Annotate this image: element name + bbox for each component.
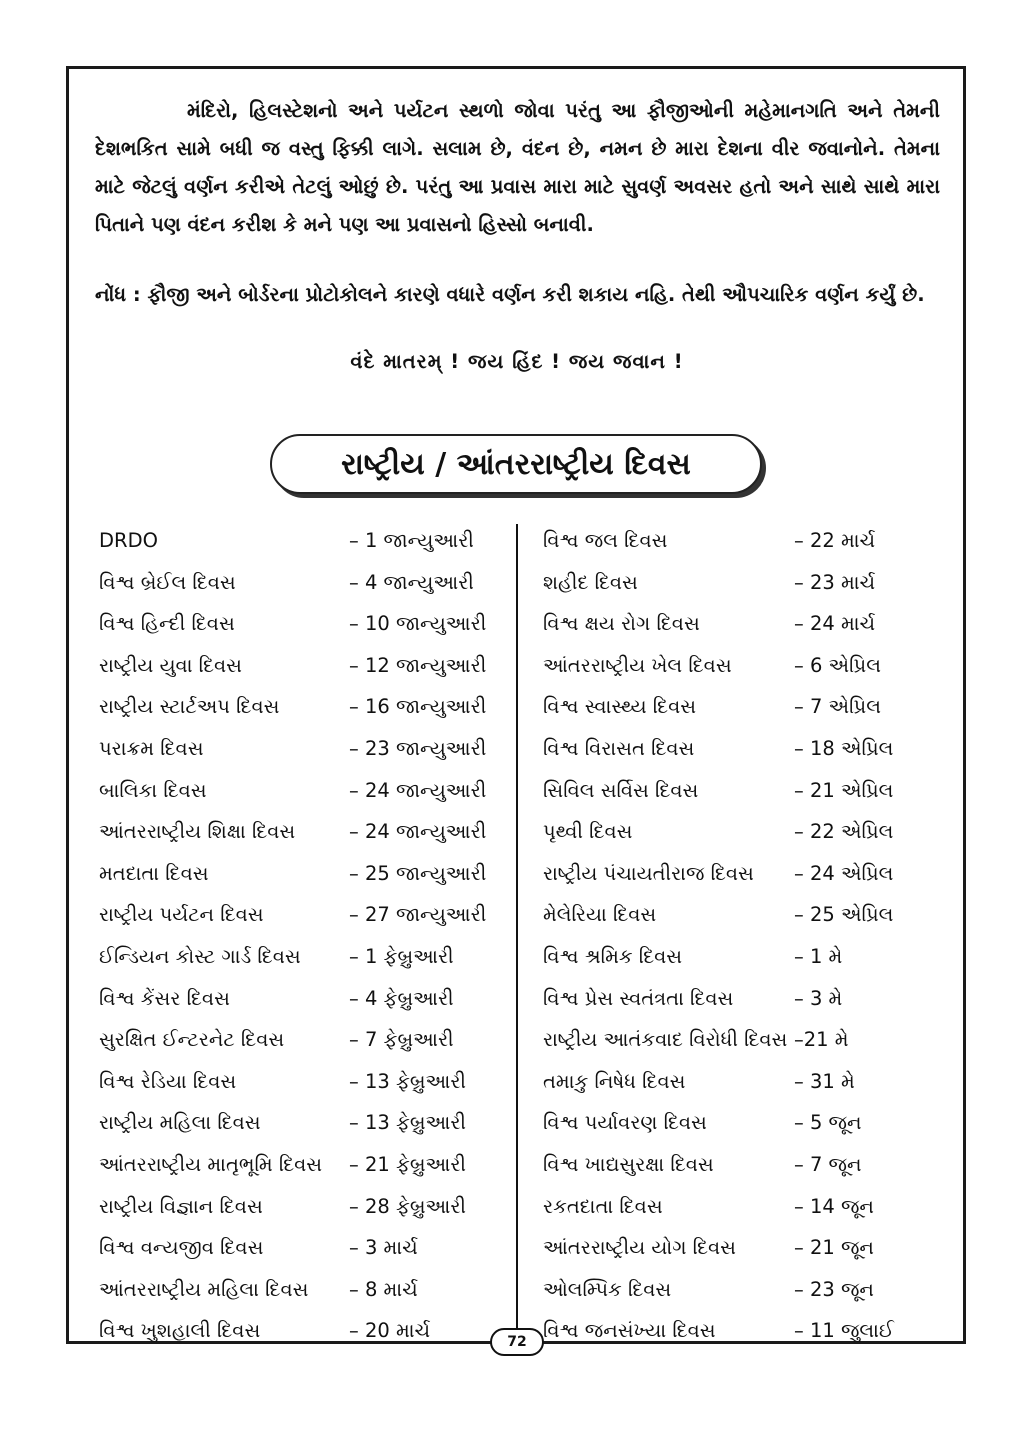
day-name: વિશ્વ સ્વાસ્થ્ય દિવસ — [543, 695, 697, 719]
day-row — [543, 603, 953, 645]
day-name: તમાકુ નિષેધ દિવસ — [543, 1069, 686, 1093]
day-name: રાષ્ટ્રીય પંચાયતીરાજ દિવસ — [543, 861, 754, 885]
day-name: શહીદ દિવસ — [543, 570, 638, 594]
day-date: – 23 જૂન — [794, 1277, 874, 1301]
day-date: – 21 જૂન — [794, 1236, 874, 1260]
day-row — [543, 770, 953, 812]
day-date: – 1 ફેબ્રુઆરી — [349, 944, 454, 968]
day-name: વિશ્વ શ્રમિક દિવસ — [543, 944, 683, 968]
day-row — [99, 770, 509, 812]
day-date: – 7 ફેબ્રુઆરી — [349, 1028, 454, 1052]
day-date: – 18 એપ્રિલ — [794, 736, 894, 760]
day-date: – 24 માર્ચ — [794, 612, 876, 636]
day-date: – 6 એપ્રિલ — [794, 653, 881, 677]
day-name: સુરક્ષિત ઈન્ટરનેટ દિવસ — [99, 1028, 285, 1052]
day-name: વિશ્વ ક્ષય રોગ દિવસ — [543, 612, 700, 636]
day-date: – 7 એપ્રિલ — [794, 695, 881, 719]
day-date: – 22 એપ્રિલ — [794, 820, 894, 844]
day-name: રકતદાતા દિવસ — [543, 1194, 663, 1218]
day-name: રાષ્ટ્રીય યુવા દિવસ — [99, 653, 242, 677]
day-name: રાષ્ટ્રીય સ્ટાર્ટઅપ દિવસ — [99, 695, 280, 719]
day-name: રાષ્ટ્રીય મહિલા દિવસ — [99, 1111, 261, 1135]
day-name: રાષ્ટ્રીય વિજ્ઞાન દિવસ — [99, 1194, 263, 1218]
day-date: –21 મે — [794, 1028, 849, 1052]
day-date: – 11 જુલાઈ — [794, 1319, 894, 1343]
slogan: વંદે માતરમ્ ! જય હિંદ ! જય જવાન ! — [350, 350, 684, 373]
day-name: DRDO — [99, 529, 158, 552]
day-date: – 23 માર્ચ — [794, 570, 876, 594]
day-name: વિશ્વ હિન્દી દિવસ — [99, 612, 235, 636]
day-row — [543, 1186, 953, 1228]
day-row — [99, 936, 509, 978]
day-row — [543, 1061, 953, 1103]
day-date: – 5 જૂન — [794, 1111, 862, 1135]
day-row — [99, 1310, 509, 1352]
day-name: વિશ્વ વિરાસત દિવસ — [543, 736, 695, 760]
day-name: આંતરરાષ્ટ્રીય યોગ દિવસ — [543, 1236, 736, 1260]
day-row — [99, 1186, 509, 1228]
day-date: – 27 જાન્યુઆરી — [349, 903, 487, 927]
day-row — [99, 811, 509, 853]
right-days-column — [543, 520, 953, 1352]
day-name: વિશ્વ કેંસર દિવસ — [99, 986, 230, 1010]
day-date: – 8 માર્ચ — [349, 1277, 418, 1301]
day-row — [543, 686, 953, 728]
day-row — [543, 978, 953, 1020]
column-divider — [516, 524, 518, 1352]
day-row — [543, 811, 953, 853]
day-name: વિશ્વ જલ દિવસ — [543, 529, 668, 552]
day-date: – 3 માર્ચ — [349, 1236, 418, 1260]
day-row — [99, 1061, 509, 1103]
day-date: – 20 માર્ચ — [349, 1319, 431, 1343]
day-date: – 21 ફેબ્રુઆરી — [349, 1152, 467, 1176]
day-name: પરાક્રમ દિવસ — [99, 736, 204, 760]
day-name: આંતરરાષ્ટ્રીય શિક્ષા દિવસ — [99, 820, 296, 844]
day-row — [99, 1019, 509, 1061]
day-name: મતદાતા દિવસ — [99, 861, 209, 885]
day-name: બાલિકા દિવસ — [99, 778, 207, 802]
day-row — [99, 603, 509, 645]
day-date: – 21 એપ્રિલ — [794, 778, 894, 802]
day-row — [99, 728, 509, 770]
day-date: – 28 ફેબ્રુઆરી — [349, 1194, 467, 1218]
day-row — [543, 1227, 953, 1269]
page-number — [490, 1328, 544, 1356]
day-date: – 14 જૂન — [794, 1194, 874, 1218]
day-row — [543, 520, 953, 562]
day-date: – 7 જૂન — [794, 1152, 862, 1176]
day-row — [99, 978, 509, 1020]
day-row — [543, 1102, 953, 1144]
day-name: મેલેરિયા દિવસ — [543, 903, 657, 927]
day-row — [543, 1144, 953, 1186]
day-date: – 3 મે — [794, 986, 843, 1010]
day-name: વિશ્વ પ્રેસ સ્વતંત્રતા દિવસ — [543, 986, 734, 1010]
day-row — [543, 936, 953, 978]
day-date: – 31 મે — [794, 1069, 855, 1093]
day-name: વિશ્વ ખુશહાલી દિવસ — [99, 1319, 261, 1343]
day-row — [543, 1269, 953, 1311]
day-name: રાષ્ટ્રીય આતંકવાદ વિરોધી દિવસ — [543, 1028, 788, 1052]
day-row — [99, 686, 509, 728]
day-date: – 23 જાન્યુઆરી — [349, 736, 487, 760]
day-date: – 24 એપ્રિલ — [794, 861, 894, 885]
day-row — [543, 562, 953, 604]
section-heading-text: રાષ્ટ્રીય / આંતરરાષ્ટ્રીય દિવસ — [341, 446, 691, 482]
day-date: – 1 જાન્યુઆરી — [349, 529, 474, 552]
day-row — [543, 853, 953, 895]
day-row — [99, 562, 509, 604]
day-date: – 1 મે — [794, 944, 843, 968]
day-date: – 24 જાન્યુઆરી — [349, 778, 487, 802]
day-name: આંતરરાષ્ટ્રીય માતૃભૂમિ દિવસ — [99, 1152, 323, 1176]
day-date: – 22 માર્ચ — [794, 529, 876, 552]
day-row — [543, 645, 953, 687]
day-row — [99, 1269, 509, 1311]
day-date: – 4 જાન્યુઆરી — [349, 570, 474, 594]
day-row — [99, 1227, 509, 1269]
day-date: – 24 જાન્યુઆરી — [349, 820, 487, 844]
day-row — [99, 645, 509, 687]
intro-paragraph: મંદિરો, હિલસ્ટેશનો અને પર્યટન સ્થળો જોવા પરંતુ આ ફૌજીઓની મહેમાનગતિ અને તેમની દેશભકિત સામે બધી જ વસ્તુ ફિક્કી લાગે. સલામ છે, વંદન છે, નમન છે મારા દેશના વીર જવાનોને. તેમના માટે જેટલું વર્ણન કરીએ તેટલું ઓછું છે. પરંતુ આ પ્રવાસ મારા માટે સુવર્ણ અવસર હતો અને સાથે સાથે મારા પિતાને પણ વંદન કરીશ કે મને પણ આ પ્રવાસનો હિસ્સો બનાવી. — [95, 99, 940, 236]
day-name: વિશ્વ જનસંખ્યા દિવસ — [543, 1319, 716, 1343]
day-row — [99, 853, 509, 895]
day-name: વિશ્વ વન્યજીવ દિવસ — [99, 1236, 264, 1260]
page-number-text: 72 — [507, 1334, 527, 1350]
day-name: પૃથ્વી દિવસ — [543, 820, 633, 844]
section-heading — [270, 434, 762, 494]
day-date: – 4 ફેબ્રુઆરી — [349, 986, 454, 1010]
note-paragraph: નોંધ : ફૌજી અને બોર્ડરના પ્રોટોકોલને કારણે વધારે વર્ણન કરી શકાય નહિ. તેથી ઔપચારિક વર્ણન કર્યું છે. — [95, 283, 925, 306]
day-date: – 13 ફેબ્રુઆરી — [349, 1111, 467, 1135]
day-row — [543, 1310, 953, 1352]
day-row — [99, 1102, 509, 1144]
day-row — [543, 894, 953, 936]
day-row — [99, 894, 509, 936]
day-name: આંતરરાષ્ટ્રીય મહિલા દિવસ — [99, 1277, 309, 1301]
day-row — [543, 728, 953, 770]
day-row — [99, 520, 509, 562]
day-name: વિશ્વ ખાદ્યસુરક્ષા દિવસ — [543, 1152, 714, 1176]
day-row — [543, 1019, 953, 1061]
day-date: – 25 જાન્યુઆરી — [349, 861, 487, 885]
day-date: – 10 જાન્યુઆરી — [349, 612, 487, 636]
day-name: વિશ્વ રેડિયા દિવસ — [99, 1069, 237, 1093]
day-date: – 16 જાન્યુઆરી — [349, 695, 487, 719]
day-row — [99, 1144, 509, 1186]
left-days-column — [99, 520, 509, 1352]
day-name: વિશ્વ પર્યાવરણ દિવસ — [543, 1111, 707, 1135]
day-name: વિશ્વ બ્રેઈલ દિવસ — [99, 570, 236, 594]
day-date: – 12 જાન્યુઆરી — [349, 653, 487, 677]
day-name: રાષ્ટ્રીય પર્યટન દિવસ — [99, 903, 264, 927]
day-name: ઈન્ડિયન કોસ્ટ ગાર્ડ દિવસ — [99, 944, 301, 968]
day-name: ઓલમ્પિક દિવસ — [543, 1277, 672, 1301]
day-name: આંતરરાષ્ટ્રીય ખેલ દિવસ — [543, 653, 732, 677]
day-name: સિવિલ સર્વિસ દિવસ — [543, 778, 699, 802]
day-date: – 25 એપ્રિલ — [794, 903, 894, 927]
day-date: – 13 ફેબ્રુઆરી — [349, 1069, 467, 1093]
